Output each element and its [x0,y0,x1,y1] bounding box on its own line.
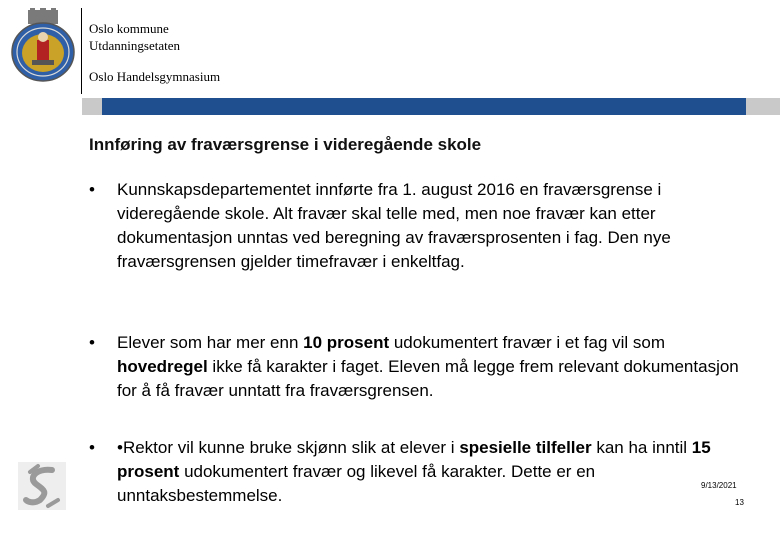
bullet-marker: • [89,438,95,457]
bullet-3 [117,436,742,508]
bullet-marker: • [89,180,95,199]
oslo-city-seal-icon [10,8,76,84]
bullet-2-emphasis: 10 prosent [303,333,390,352]
org-department: Utdanningsetaten [89,38,180,53]
bullet-3-emphasis: 15 prosent [117,438,711,481]
bullet-1-text: Kunnskapsdepartementet innførte fra 1. august 2016 en fraværsgrense i videregående skole. Alt fravær skal telle med, men noe fravær kan etter dokumentasjon unntas ved beregning av fraværsprosenten i fag. Den nye fraværsgrensen gjelder timefravær i enkeltfag. [117,180,671,271]
oslo-kommune-mark-icon [18,462,66,510]
school-name: Oslo Handelsgymnasium [89,69,221,84]
header-bar-left [82,98,102,115]
header-bar-right [746,98,780,115]
bullet-2-text: ikke få karakter i faget. Eleven må legge frem relevant dokumentasjon for å få fravær unntatt fra fraværsgrensen. [117,357,739,400]
bullet-marker: • [89,333,95,352]
slide-title: Innføring av fraværsgrense i videregående skole [89,135,482,154]
bullet-3-text: •Rektor vil kunne bruke skjønn slik at elever i [117,438,460,457]
page-number: 13 [735,498,744,507]
org-name: Oslo kommune [89,21,169,36]
slide-date: 9/13/2021 [701,481,737,490]
bullet-2 [117,331,742,403]
header-bar [102,98,746,115]
bullet-2-text: udokumentert fravær i et fag vil som [389,333,666,352]
bullet-2-text: Elever som har mer enn [117,333,304,352]
bullet-3-text: kan ha inntil [591,438,692,457]
header-divider [81,8,82,94]
bullet-1 [117,178,742,274]
bullet-2-emphasis: hovedregel [117,357,208,376]
bullet-3-emphasis: spesielle tilfeller [459,438,592,457]
bullet-3-text: udokumentert fravær og likevel få karakter. Dette er en unntaksbestemmelse. [117,462,596,505]
